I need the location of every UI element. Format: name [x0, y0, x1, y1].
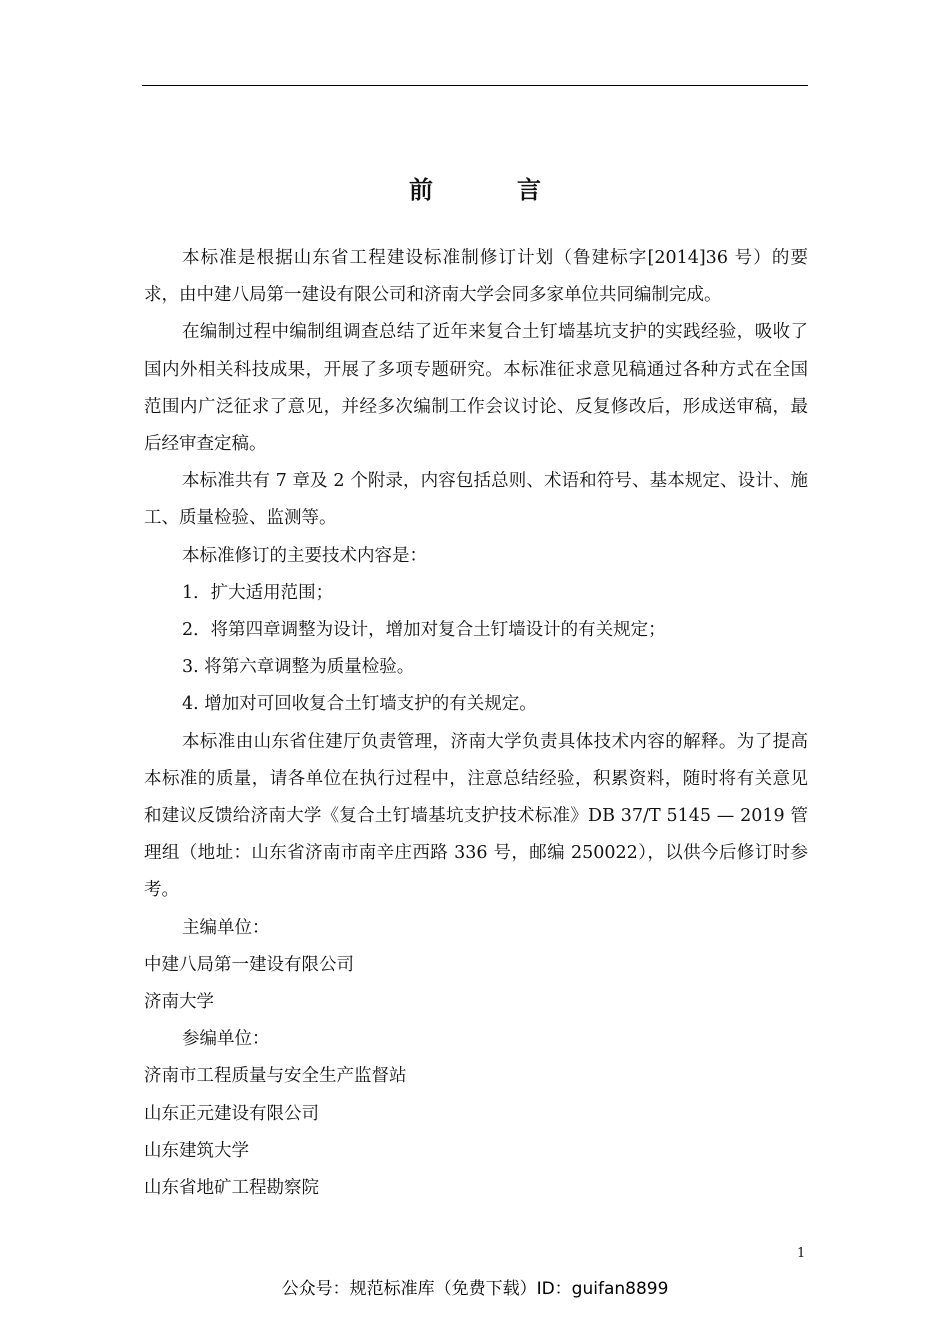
paragraph-origin: 本标准是根据山东省工程建设标准制修订计划（鲁建标字[2014]36 号）的要求，由中建八局第一建设有限公司和济南大学会同多家单位共同编制完成。 — [144, 248, 808, 306]
chief-editor-label: 主编单位： — [182, 917, 270, 938]
participating-unit: 山东省地矿工程勘察院 — [144, 1178, 319, 1199]
header-rule — [142, 85, 808, 86]
paragraph-process: 在编制过程中编制组调查总结了近年来复合土钉墙基坑支护的实践经验，吸收了国内外相关科技成果，开展了多项专题研究。本标准征求意见稿通过各种方式在全国范围内广泛征求了意见，并经多次编制工作会议讨论、反复修改后，形成送审稿，最后经审查定稿。 — [144, 322, 808, 455]
preface-body — [144, 240, 808, 1207]
revision-item-3: 3. 将第六章调整为质量检验。 — [182, 657, 415, 678]
chief-editor-unit: 济南大学 — [144, 992, 214, 1013]
watermark-footer: 公众号：规范标准库（免费下载）ID：guifan8899 — [281, 1279, 669, 1299]
page-number: 1 — [797, 1246, 806, 1261]
paragraph-management: 本标准由山东省住建厅负责管理，济南大学负责具体技术内容的解释。为了提高本标准的质量，请各单位在执行过程中，注意总结经验，积累资料，随时将有关意见和建议反馈给济南大学《复合土钉墙基坑支护技术标准》DB 37/T 5145 — 2019 管理组（地址：山东省济南市南辛庄西路 336 号，邮编 250022），以供今后修订时参考。 — [144, 731, 808, 901]
paragraph-revision-intro: 本标准修订的主要技术内容是： — [182, 545, 427, 566]
participating-unit: 山东正元建设有限公司 — [144, 1103, 319, 1124]
paragraph-structure: 本标准共有 7 章及 2 个附录，内容包括总则、术语和符号、基本规定、设计、施工、质量检验、监测等。 — [144, 471, 808, 529]
revision-item-2: 2．将第四章调整为设计，增加对复合土钉墙设计的有关规定； — [182, 620, 666, 641]
participating-label: 参编单位： — [182, 1029, 270, 1050]
revision-item-1: 1．扩大适用范围； — [182, 582, 334, 603]
participating-unit: 济南市工程质量与安全生产监督站 — [144, 1066, 407, 1087]
participating-unit: 山东建筑大学 — [144, 1140, 249, 1161]
revision-item-4: 4. 增加对可回收复合土钉墙支护的有关规定。 — [182, 694, 537, 715]
page-title: 前 言 — [409, 175, 571, 204]
chief-editor-unit: 中建八局第一建设有限公司 — [144, 954, 354, 975]
